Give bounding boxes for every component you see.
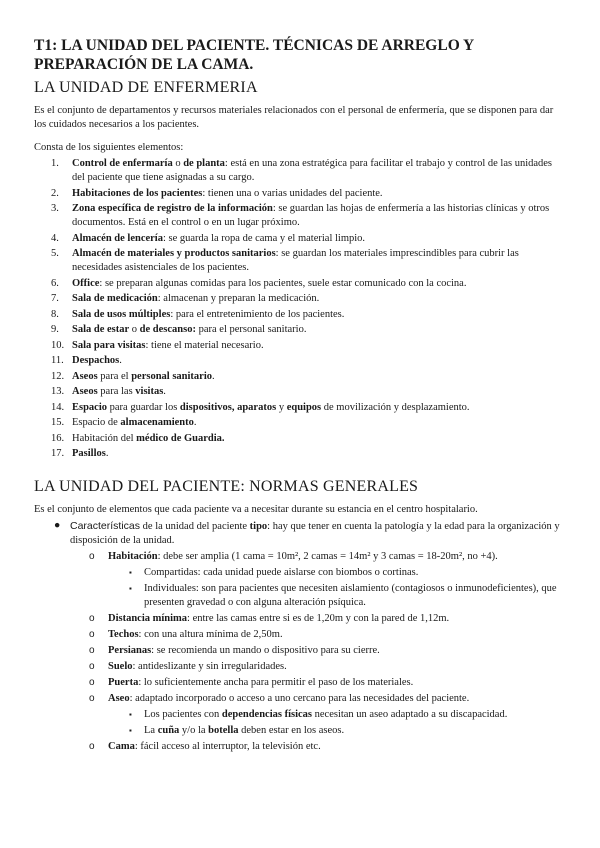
section2-intro: Es el conjunto de elementos que cada paciente va a necesitar durante su estancia en el centro hospitalario.: [34, 503, 478, 515]
list-item: 4. Almacén de lencería: se guarda la ropa de cama y el material limpio.: [51, 232, 366, 244]
sub-bullet-marker: o: [89, 660, 95, 672]
list-number: 5.: [51, 248, 59, 259]
bold-term: dependencias físicas: [221, 708, 312, 720]
section1-intro: Es el conjunto de departamentos y recursos materiales relacionados con el personal de enfermería, que se disponen para dar los cuidados necesarios a los pacientes.: [34, 105, 554, 130]
sub-bullet-marker: o: [89, 612, 95, 624]
list-number: 14.: [51, 401, 65, 413]
bold-term: Almacén de materiales y productos sanitarios: [72, 248, 276, 259]
bold-term: equipos: [286, 401, 322, 413]
list-item: 1. Control de enfermaría o de planta: está en una zona estratégica para facilitar el trabajo y control de las unidades del paciente que tiene asignadas a su cargo.: [51, 158, 553, 183]
list-number: 9.: [51, 324, 59, 335]
sub-bullet-marker: o: [89, 644, 95, 656]
bold-term: médico de Guardia.: [136, 432, 225, 444]
sub-list-item: o Techos: con una altura mínima de 2,50m.: [89, 628, 283, 640]
list-number: 8.: [51, 308, 59, 320]
list-item: 11. Despachos.: [51, 355, 122, 366]
list-item: 17. Pasillos.: [51, 448, 109, 459]
bold-term: botella: [208, 724, 239, 736]
elements-list: [34, 157, 566, 461]
bold-term: Aseos: [72, 370, 98, 382]
sub-sub-list-item: ▪ Compartidas: cada unidad puede aislarse con biombos o cortinas.: [129, 566, 419, 578]
sub-bullet-marker: o: [89, 676, 95, 688]
bold-term: de descanso:: [139, 324, 196, 335]
sub-sub-list-item: ▪ La cuña y/o la botella deben estar en los aseos.: [129, 724, 345, 736]
bold-term: cuña: [157, 724, 180, 736]
bold-term: Zona específica de registro de la información: [72, 203, 273, 214]
bold-term: Aseo: [108, 692, 130, 704]
bold-term: Sala de estar: [72, 324, 130, 335]
sub-list-item: o Aseo: adaptado incorporado o acceso a uno cercano para las necesidades del paciente.: [89, 692, 470, 704]
bullet-marker: ●: [54, 519, 61, 531]
bold-term: Techos: [108, 628, 139, 640]
bold-term: Pasillos: [72, 448, 106, 459]
list-number: 15.: [51, 417, 65, 428]
sub-sub-list-item: ▪ Los pacientes con dependencias físicas necesitan un aseo adaptado a su discapacidad.: [129, 708, 508, 720]
list-item: 5. Almacén de materiales y productos sanitarios: se guardan los materiales imprescindibles para cubrir las necesidades asistenciales de los pacientes.: [51, 248, 519, 273]
bold-term: Aseos: [72, 386, 98, 397]
bold-term: Sala de usos múltiples: [72, 308, 171, 320]
bold-term: tipo: [249, 520, 268, 532]
bold-term: Espacio: [72, 401, 108, 413]
sub-bullet-marker: o: [89, 628, 95, 640]
list-item: 14. Espacio para guardar los dispositivos, aparatos y equipos de movilización y desplazamiento.: [51, 401, 470, 413]
sub-list-item: o Distancia mínima: entre las camas entre si es de 1,20m y con la pared de 1,12m.: [89, 612, 450, 624]
sub-bullet-marker: o: [89, 740, 95, 752]
document-page: [34, 36, 566, 754]
bold-term: Habitación: [108, 550, 158, 562]
list-item: 7. Sala de medicación: almacenan y preparan la medicación.: [51, 293, 320, 304]
sub-list-item: o Puerta: lo suficientemente ancha para permitir el paso de los materiales.: [89, 676, 414, 688]
list-item: 15. Espacio de almacenamiento.: [51, 417, 197, 428]
characteristics-subitems: [34, 550, 566, 754]
bold-term: Persianas: [108, 644, 152, 656]
bold-term: Cama: [108, 740, 135, 752]
square-bullet-marker: ▪: [129, 709, 132, 719]
bold-term: Sala de medicación: [72, 293, 158, 304]
list-item: 10. Sala para visitas: tiene el material necesario.: [51, 339, 264, 351]
list-number: 2.: [51, 187, 59, 199]
list-item: 9. Sala de estar o de descanso: para el personal sanitario.: [51, 324, 307, 335]
sub-sub-list-item: ▪ Individuales: son para pacientes que necesiten aislamiento (contagiosos o inmunodeficientes), que presenten gravedad o con alguna alteración psíquica.: [129, 582, 557, 608]
bold-term: Habitaciones de los pacientes: [72, 187, 203, 199]
sub-list-item: o Cama: fácil acceso al interruptor, la televisión etc.: [89, 740, 321, 752]
characteristics-lead: Características: [70, 519, 141, 532]
list-number: 10.: [51, 339, 65, 351]
section-heading-unidad-enfermeria: LA UNIDAD DE ENFERMERIA: [34, 79, 258, 96]
elements-lead: Consta de los siguientes elementos:: [34, 142, 184, 153]
list-number: 1.: [51, 158, 59, 169]
list-number: 16.: [51, 432, 65, 444]
characteristics-bullet: [34, 519, 566, 548]
bold-term: Office: [72, 277, 100, 289]
list-item: 16. Habitación del médico de Guardia.: [51, 432, 225, 444]
list-number: 11.: [51, 355, 64, 366]
bold-term: Suelo: [108, 660, 133, 672]
list-number: 12.: [51, 370, 65, 382]
bold-term: Sala para visitas: [72, 339, 146, 351]
bold-term: de planta: [183, 158, 225, 169]
list-item: 2. Habitaciones de los pacientes: tienen una o varias unidades del paciente.: [51, 187, 383, 199]
bold-term: dispositivos, aparatos: [179, 401, 277, 413]
list-number: 4.: [51, 232, 59, 244]
list-item: 6. Office: se preparan algunas comidas para los pacientes, suele estar comunicado con la cocina.: [51, 277, 467, 289]
list-number: 7.: [51, 293, 59, 304]
sub-list-item: o Habitación: debe ser amplia (1 cama = 10m², 2 camas = 14m² y 3 camas = 18-20m², no +4).: [89, 550, 498, 562]
sub-bullet-marker: o: [89, 550, 95, 562]
section-heading-unidad-paciente: LA UNIDAD DEL PACIENTE: NORMAS GENERALES: [34, 477, 419, 495]
sub-list-item: o Suelo: antideslizante y sin irregularidades.: [89, 660, 287, 672]
sub-bullet-marker: o: [89, 692, 95, 704]
square-bullet-marker: ▪: [129, 583, 132, 593]
characteristics-text: Características de la unidad del paciente tipo: hay que tener en cuenta la patología y la edad para la organización y disposición de la unidad.: [70, 519, 560, 546]
sub-list-item: o Persianas: se recomienda un mando o dispositivo para su cierre.: [89, 644, 380, 656]
bold-term: Control de enfermaría: [72, 158, 173, 169]
bold-term: Distancia mínima: [108, 612, 188, 624]
square-bullet-marker: ▪: [129, 725, 132, 735]
bold-term: personal sanitario: [131, 370, 212, 382]
square-bullet-marker: ▪: [129, 567, 132, 577]
bold-term: Puerta: [108, 676, 139, 688]
bold-term: Almacén de lencería: [72, 232, 163, 244]
list-number: 13.: [51, 386, 65, 397]
list-item: 12. Aseos para el personal sanitario.: [51, 370, 215, 382]
bold-term: almacenamiento: [120, 417, 194, 428]
list-item: 13. Aseos para las visitas.: [51, 386, 166, 397]
list-item: 8. Sala de usos múltiples: para el entretenimiento de los pacientes.: [51, 308, 345, 320]
list-number: 3.: [51, 203, 59, 214]
bold-term: Despachos: [72, 355, 120, 366]
document-title: T1: LA UNIDAD DEL PACIENTE. TÉCNICAS DE ARREGLO Y PREPARACIÓN DE LA CAMA.: [34, 37, 474, 73]
list-item: 3. Zona específica de registro de la información: se guardan las hojas de enfermería a las historias clínicas y otros documentos. Está en el control o en un lugar próximo.: [51, 203, 550, 228]
bold-term: visitas: [135, 386, 164, 397]
list-number: 6.: [51, 277, 59, 289]
list-number: 17.: [51, 448, 65, 459]
